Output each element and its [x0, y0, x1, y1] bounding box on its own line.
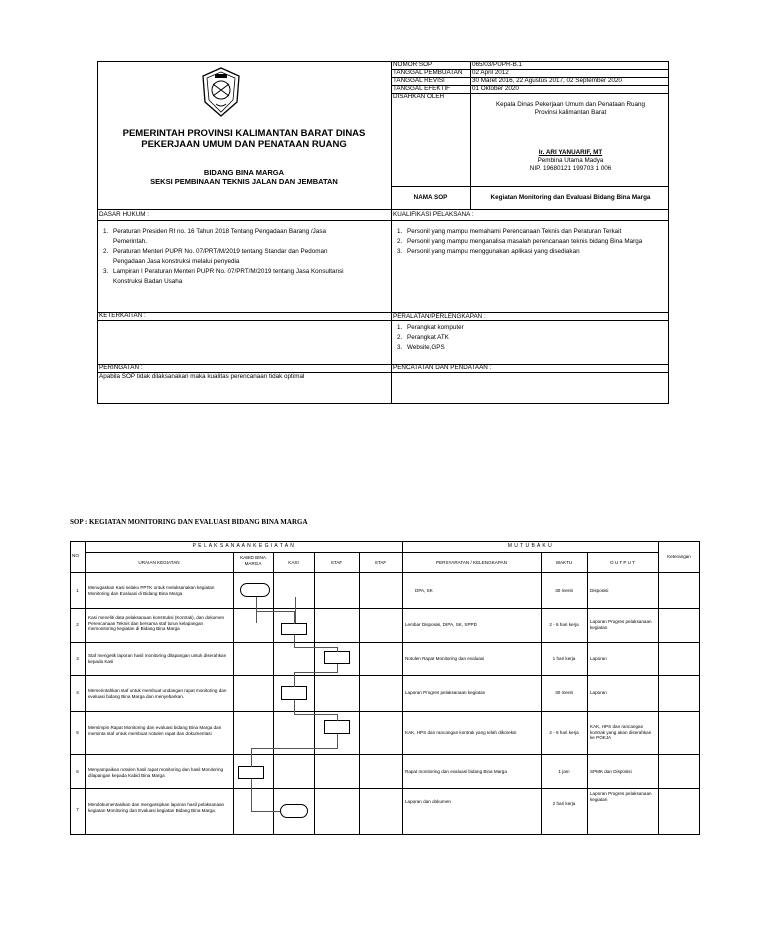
field-label-pembuatan: TANGGAL PEMBUATAN: [393, 69, 463, 76]
mutu-header: M U T U B A K U: [507, 543, 553, 549]
field-label-efektif: TANGGAL EFEKTIF: [393, 85, 451, 92]
row-no: 7: [76, 807, 79, 812]
flow-step-staf: [324, 720, 350, 734]
row-output: Laporan Progres pelaksanaan kegiatan: [590, 619, 652, 630]
row-uraian: Mendokumentasikan dan mengarsipkan laporan hasil pelaksanaan kegiatan Monitoring dan Evaluasi kegiatan Bidang Bina Marga.: [88, 802, 225, 813]
row-persyaratan: Laporan Progres pelaksanaan kegiatan: [405, 690, 486, 695]
approver-name: Ir. ARI YANUARIF, MT: [538, 149, 603, 156]
field-label-revisi: TANGGAL REVISI: [393, 77, 445, 84]
row-waktu: 30 menit: [555, 690, 573, 695]
flow-step-kasi: [281, 686, 307, 700]
row-persyaratan: Notulen Rapat Monitoring dan evaluasi: [405, 656, 485, 661]
row-no: 6: [76, 769, 79, 774]
col-no: NO: [72, 553, 79, 558]
approver-title-1: Kepala Dinas Pekerjaan Umum dan Penataan Ruang: [495, 101, 646, 108]
field-value-efektif: 01 Oktober 2020: [472, 85, 519, 92]
flow-connector: [251, 811, 280, 812]
row-uraian: Kasi meneliti data pelaksanaan konstruksi (Kontrak), dan dokumen Perencanaan Teknis dan bersama staf turun kelapangan memonitoring kegiatan di Bidang Bina Marga: [88, 615, 225, 632]
row-no: 4: [76, 690, 79, 695]
division-name: BIDANG BINA MARGA: [203, 168, 285, 177]
list-item: 1. Personil yang mampu memahami Perencanaan Teknis dan Peraturan Terkait: [397, 228, 622, 235]
row-waktu: 2 - 6 hari kerja: [549, 622, 579, 627]
nama-sop-label: NAMA SOP: [413, 194, 448, 201]
flow-end-terminator: [280, 804, 308, 818]
row-persyaratan: Rapat monitoring dan evaluasi bidang Bina Marga: [405, 769, 507, 774]
col-kabid: KABID BINA MARGA: [240, 555, 266, 566]
row-output: Disposisi: [590, 588, 609, 593]
row-persyaratan: Laporan dan dokumen: [405, 799, 451, 804]
flow-connector: [294, 672, 338, 687]
flow-start-terminator: [240, 583, 270, 597]
row-uraian: Memerintahkan staf untuk membuat undangan rapat monitoring dan evaluasi bidang Bina Marga dan menyebarkan.: [88, 688, 227, 699]
flow-step-kabid: [238, 766, 264, 779]
row-output: Laporan: [590, 690, 607, 695]
field-value-nomor: 065/03/PUPR-B.1: [472, 61, 523, 68]
flow-step-staf: [324, 651, 350, 664]
list-item: 2. Personil yang mampu menganalisa masalah perencanaan teknis bidang Bina Marga: [397, 238, 643, 245]
kualifikasi-list: [397, 227, 665, 257]
peralatan-label: PERALATAN/PERLENGKAPAN :: [393, 313, 486, 320]
org-name-line1: PEMERINTAH PROVINSI KALIMANTAN BARAT DINAS: [122, 128, 366, 139]
col-waktu: WAKTU: [555, 560, 573, 565]
row-no: 2: [76, 622, 79, 627]
row-waktu: 1 hari kerja: [552, 656, 576, 661]
row-uraian: Menyampaikan notulen hasil rapat monitoring dan hasil Monitoring dilapangan kepada Kabid Bina Marga: [88, 767, 224, 778]
row-persyaratan: DPA, SK: [415, 588, 433, 593]
approver-rank: Pembina Utama Madya: [537, 157, 604, 164]
row-no: 3: [76, 656, 79, 661]
col-uraian: URAIAN KEGIATAN: [138, 560, 180, 565]
row-output: KAK, HPS dan rancangan kontrak yang akan diserahkan ke POKJA: [590, 724, 652, 741]
pelaksana-header: P E L A K S A N A A N K E G I A T A N: [192, 543, 295, 549]
nama-sop-value: Kegiatan Monitoring dan Evaluasi Bidang Bina Marga: [490, 194, 651, 201]
flow-connector: [256, 597, 257, 611]
row-waktu: 1 jam: [558, 769, 570, 774]
flow-connector: [294, 714, 338, 721]
flow-connector: [294, 700, 295, 714]
row-no: 1: [76, 588, 79, 593]
flow-connector: [337, 734, 338, 748]
row-output: Laporan Progres pelaksanaan kegiatan: [590, 791, 652, 802]
row-output: SPMK dan Disposisi: [590, 769, 632, 774]
kualifikasi-label: KUALIFIKASI PELAKSANA :: [393, 211, 474, 218]
province-logo: [199, 66, 243, 120]
field-label-nomor: NOMOR SOP: [393, 61, 433, 68]
row-output: Laporan: [590, 656, 607, 661]
row-waktu: 2 - 6 hari kerja: [549, 730, 579, 735]
flow-connector: [337, 664, 338, 672]
dasar-hukum-list: [103, 227, 351, 287]
row-uraian: Menugaskan Kasi selaku PPTK untuk melaksanakan kegiatan Monitoring dan Evaluasi di Bidang Bina Marga: [88, 585, 215, 596]
list-item: 1. Peraturan Presiden RI no. 16 Tahun 2018 Tentang Pengadaan Barang /Jasa Pemerintah.: [103, 228, 326, 245]
list-item: 3. Website,GPS: [397, 344, 445, 351]
dasar-hukum-label: DASAR HUKUM :: [99, 211, 150, 218]
col-staf2: STAF: [374, 560, 387, 565]
org-name-line2: PEKERJAAN UMUM DAN PENATAAN RUANG: [141, 139, 347, 150]
row-uraian: Staf mengetik laporan hasil monitoring dilapangan untuk diserahkan kepada Kasi: [88, 653, 227, 664]
list-item: 2. Perangkat ATK: [397, 334, 449, 341]
row-persyaratan: Lembar Disposisi, DIPA, SK, SPPD: [405, 622, 477, 627]
peralatan-list: [397, 323, 597, 353]
keterkaitan-label: KETERKAITAN :: [99, 312, 146, 319]
approver-nip: NIP. 19680121 199703 1 006: [529, 165, 612, 172]
field-label-disahkan: DISAHKAN OLEH: [393, 93, 445, 100]
procedure-title: SOP : KEGIATAN MONITORING DAN EVALUASI BIDANG BINA MARGA: [70, 518, 308, 526]
row-no: 5: [76, 730, 79, 735]
field-value-revisi: 30 Maret 2016, 22 Agustus 2017, 02 September 2020: [472, 77, 622, 84]
col-keterangan: Keterangan: [667, 554, 691, 559]
flow-connector: [256, 611, 295, 624]
row-persyaratan: KAK, HPS dan rancangan kontrak yang telah dikoreksi: [405, 730, 517, 735]
peringatan-label: PERINGATAN :: [99, 364, 143, 371]
field-value-pembuatan: 02 April 2012: [472, 69, 509, 76]
flow-step-kasi: [281, 623, 307, 635]
flow-connector: [251, 748, 338, 767]
row-waktu: 2 hari kerja: [552, 801, 576, 806]
col-kasi: KASI: [288, 560, 299, 565]
list-item: 2. Peraturan Menteri PUPR No. 07/PRT/M/2019 tentang Standar dan Pedoman Pengadaan Jasa konstruksi melalui penyedia: [103, 248, 328, 265]
list-item: 3. Lampiran I Peraturan Menteri PUPR No. 07/PRT/M/2019 tentang Jasa Konsultansi Konstruksi Badan Usaha: [103, 268, 344, 285]
col-output: O U T P U T: [610, 560, 635, 565]
col-staf1: STAF: [330, 560, 343, 565]
row-waktu: 30 menit: [555, 588, 573, 593]
flow-connector: [294, 635, 295, 647]
list-item: 3. Personil yang mampu menggunakan aplikasi yang disediakan: [397, 248, 580, 255]
flow-connector: [251, 779, 252, 811]
peringatan-text: Apabila SOP tidak dilaksanakan maka kualitas perencanaan tidak optimal: [99, 373, 305, 380]
pencatatan-label: PENCATATAN DAN PENDATAAN :: [393, 364, 492, 371]
approver-title-2: Provinsi kalimantan Barat: [534, 109, 607, 116]
col-persyaratan: PERSYARATAN / KELENGKAPAN: [436, 560, 507, 565]
flow-connector: [294, 647, 338, 652]
row-uraian: Memimpin Rapat Monitoring dan evaluasi bidang Bina Marga dan meminta staf untuk membuat notulen rapat dan dokumentasi: [88, 725, 222, 736]
section-name: SEKSI PEMBINAAN TEKNIS JALAN DAN JEMBATAN: [150, 177, 338, 186]
header-divider: [391, 61, 392, 404]
list-item: 1. Perangkat komputer: [397, 324, 464, 331]
